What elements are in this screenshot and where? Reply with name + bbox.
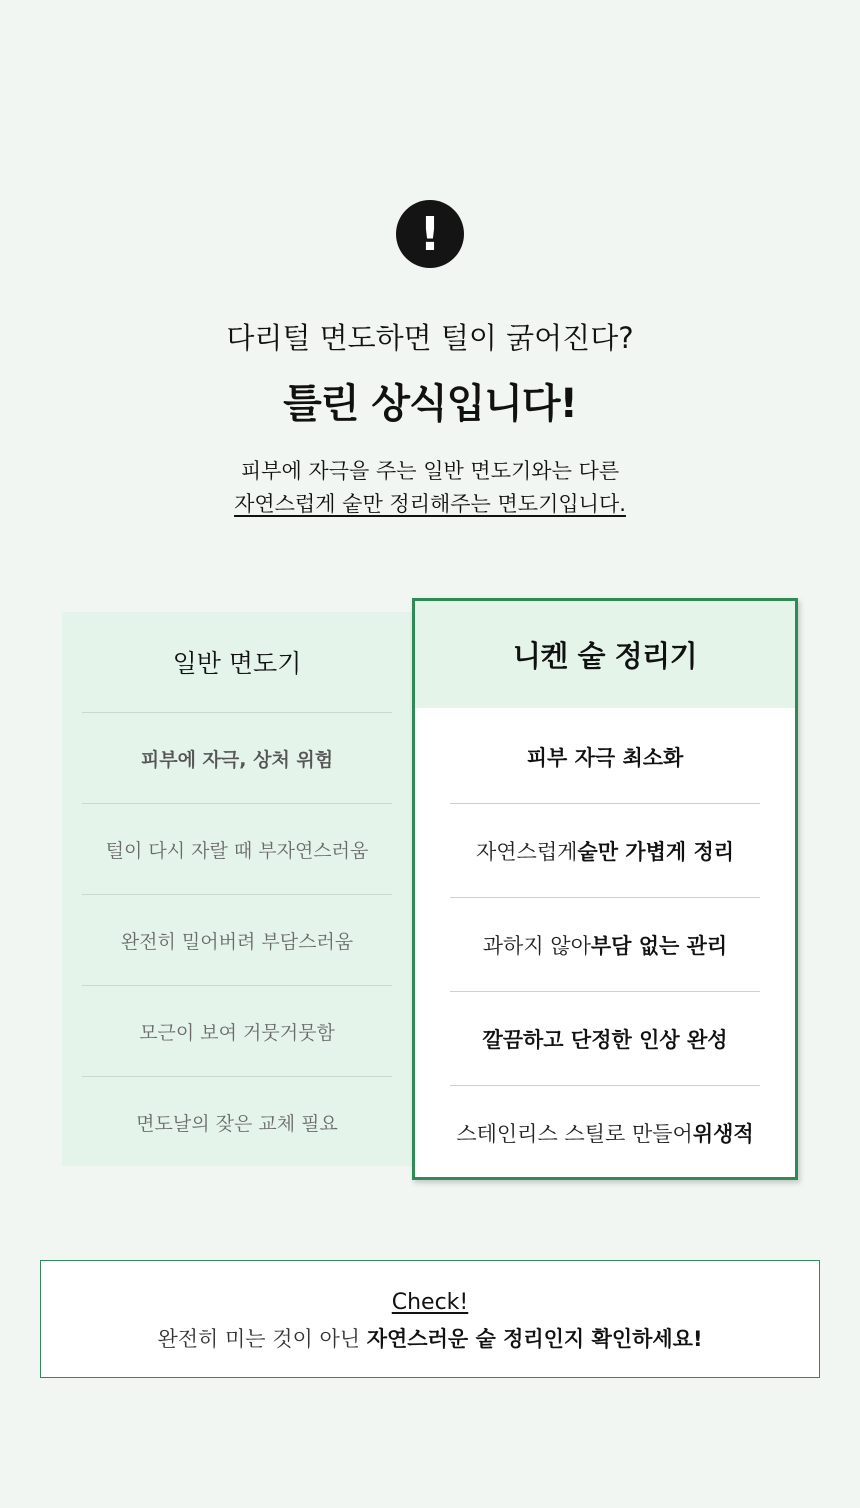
row-bold-text: 부담 없는 관리 bbox=[590, 933, 728, 958]
nicken-row bbox=[450, 710, 760, 804]
nicken-row bbox=[450, 897, 760, 991]
description-line-1: 피부에 자극을 주는 일반 면도기와는 다른 bbox=[240, 459, 620, 483]
row-plain-text: 자연스럽게 bbox=[475, 839, 578, 864]
nicken-row bbox=[450, 991, 760, 1085]
exclamation-icon bbox=[396, 200, 464, 268]
check-title: Check! bbox=[391, 1290, 469, 1315]
nicken-trimmer-column bbox=[412, 598, 798, 1180]
exclamation-glyph: ! bbox=[419, 207, 441, 261]
check-plain-text: 완전히 미는 것이 아닌 bbox=[157, 1327, 367, 1351]
myth-headline: 틀린 상식입니다! bbox=[283, 381, 577, 427]
normal-shaver-column bbox=[62, 612, 412, 1166]
normal-row: 털이 다시 자랄 때 부자연스러움 bbox=[82, 803, 392, 894]
nicken-trimmer-header bbox=[415, 601, 795, 708]
row-bold-text: 피부 자극 최소화 bbox=[526, 746, 684, 770]
check-bold-text: 자연스러운 숱 정리인지 확인하세요! bbox=[366, 1327, 703, 1351]
nicken-row bbox=[450, 803, 760, 897]
normal-row: 피부에 자극, 상처 위험 bbox=[82, 712, 392, 803]
check-notice-box bbox=[40, 1260, 820, 1378]
normal-row: 완전히 밀어버려 부담스러움 bbox=[82, 894, 392, 985]
myth-question: 다리털 면도하면 털이 굵어진다? bbox=[226, 321, 634, 355]
description-line-2: 자연스럽게 숱만 정리해주는 면도기입니다. bbox=[234, 492, 626, 516]
row-bold-text: 숱만 가볍게 정리 bbox=[577, 839, 735, 864]
normal-row: 모근이 보여 거뭇거뭇함 bbox=[82, 985, 392, 1076]
row-plain-text: 스테인리스 스틸로 만들어 bbox=[456, 1121, 693, 1146]
nicken-trimmer-title: 니켄 숱 정리기 bbox=[512, 639, 698, 673]
row-bold-text: 위생적 bbox=[692, 1121, 754, 1146]
check-message bbox=[41, 1323, 819, 1353]
normal-shaver-title: 일반 면도기 bbox=[172, 649, 302, 678]
row-plain-text: 과하지 않아 bbox=[482, 933, 591, 958]
normal-row: 면도날의 잦은 교체 필요 bbox=[82, 1076, 392, 1167]
nicken-row bbox=[450, 1085, 760, 1179]
row-bold-text: 깔끔하고 단정한 인상 완성 bbox=[482, 1027, 728, 1052]
